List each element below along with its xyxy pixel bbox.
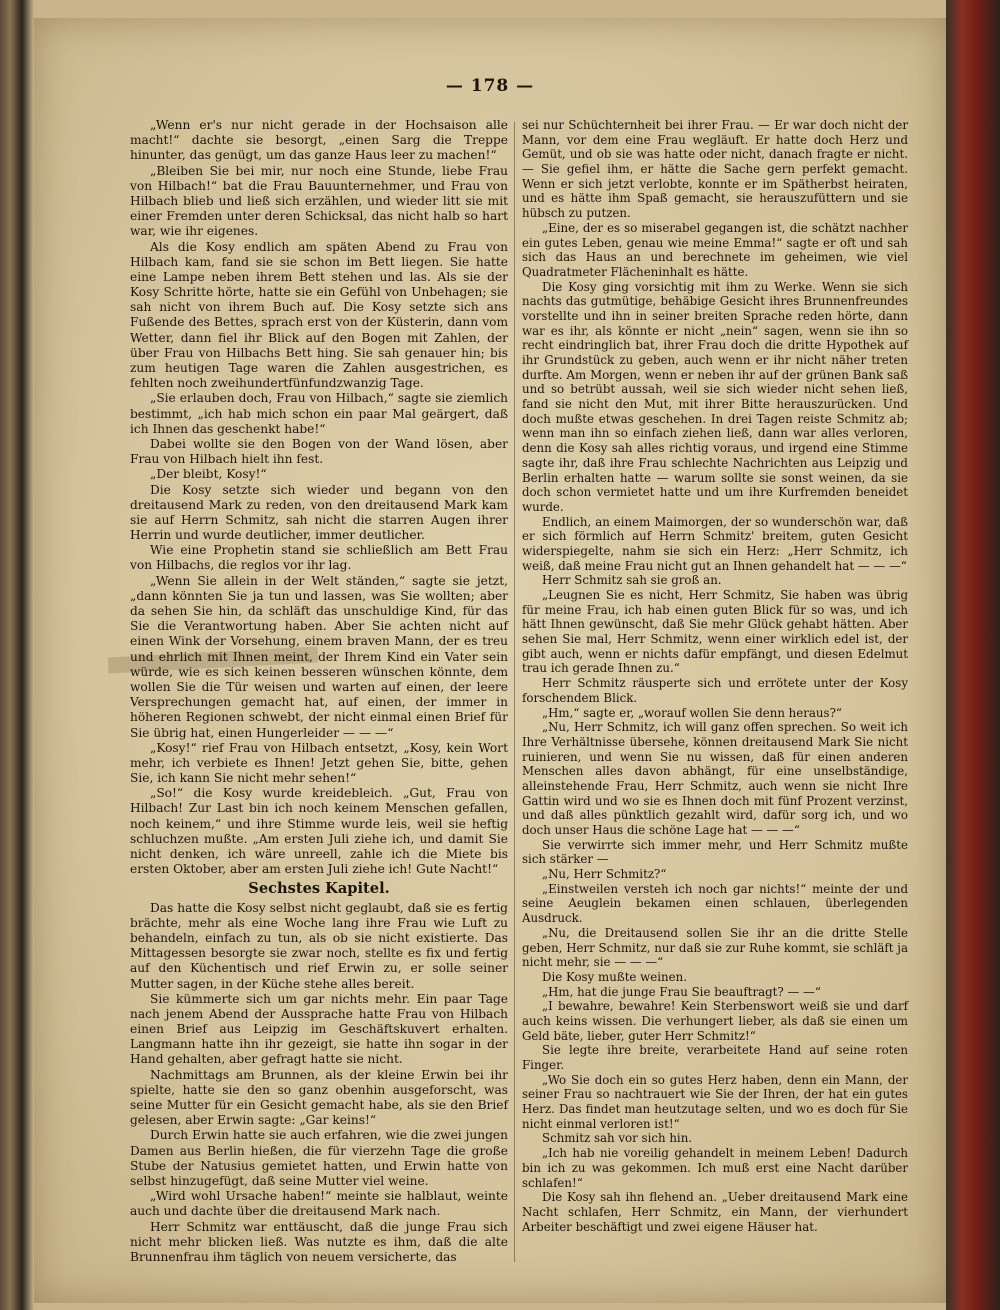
paragraph: „Bleiben Sie bei mir, nur noch eine Stunde, liebe Frau von Hilbach!“ bat die Frau Bauunternehmer, und Frau von Hilbach blieb und ließ sich erzählen, und wieder litt sie mit einer Fremden unter deren Schicksal, das nicht halb so hart war, wie ihr eigenes. (130, 163, 508, 239)
paragraph: Nachmittags am Brunnen, als der kleine Erwin bei ihr spielte, hatte sie den so ganz obenhin ausgeforscht, was seine Mutter für ein Gesicht gemacht habe, als sie den Brief gelesen, aber Erwin sagte: „Gar keins!“ (130, 1067, 508, 1128)
book-cover-edge (946, 0, 1000, 1310)
paragraph: Herr Schmitz war enttäuscht, daß die junge Frau sich nicht mehr blicken ließ. Was nutzte es ihm, daß die alte Brunnenfrau ihm täglich von neuem versicherte, das (130, 1219, 508, 1264)
paragraph: sei nur Schüchternheit bei ihrer Frau. — Er war doch nicht der Mann, vor dem eine Frau wegläuft. Er hatte doch Herz und Gemüt, und ob sie was hatte oder nicht, danach fragte er nicht. — Sie gefiel ihm, er hätte die Sache gern perfekt gemacht. Wenn er sich jetzt verlobte, konnte er im Spätherbst heiraten, und es hätte ihm Spaß gemacht, sie herauszufüttern und sie hübsch zu putzen. (522, 118, 908, 221)
paragraph: Sie legte ihre breite, verarbeitete Hand auf seine roten Finger. (522, 1043, 908, 1072)
paragraph: „Wenn Sie allein in der Welt ständen,“ sagte sie jetzt, „dann könnten Sie ja tun und lassen, was Sie wollten; aber da sehen Sie hin, da schläft das unschuldige Kind, für das Sie die Verantwortung haben. Aber Sie achten nicht auf einen Wink der Vorsehung, einem braven Mann, der es treu und ehrlich mit Ihnen meint, der Ihrem Kind ein Vater sein würde, wie es sich keinen besseren wünschen könnte, dem wollen Sie die Tür weisen und warten auf einen, der leere Versprechungen gemacht hat, auf einen, der immer in höheren Regionen schwebt, der nicht einmal einen Brief für Sie übrig hat, einen Hungerleider — — —“ (130, 573, 508, 740)
paragraph: „Leugnen Sie es nicht, Herr Schmitz, Sie haben was übrig für meine Frau, ich hab einen guten Blick für so was, und ich hätt Ihnen gewünscht, daß Sie mehr Glück gehabt hätten. Aber sehen Sie mal, Herr Schmitz, wenn einer wirklich edel ist, der gibt auch, wenn er nichts dafür empfängt, und diesen Edelmut trau ich gerade Ihnen zu.“ (522, 588, 908, 676)
paragraph: „I bewahre, bewahre! Kein Sterbenswort weiß sie und darf auch keins wissen. Die verhungert lieber, als daß sie einen um Geld bäte, lieber, guter Herr Schmitz!“ (522, 999, 908, 1043)
paragraph: Die Kosy ging vorsichtig mit ihm zu Werke. Wenn sie sich nachts das gutmütige, behäbige Gesicht ihres Brunnenfreundes vorstellte und ihn in seiner breiten Sprache reden hörte, dann war es ihr, als könnte er nicht „nein“ sagen, wenn sie ihn so recht eindringlich bat, ihrer Frau doch die dritte Hypothek auf ihr Grundstück zu geben, auch wenn er ihr nicht näher treten durfte. Am Morgen, wenn er neben ihr auf der grünen Bank saß und so betrübt aussah, weil sie sich wieder nicht sehen ließ, fand sie nicht den Mut, mit ihrer Bitte herauszurücken. Und doch mußte etwas geschehen. In drei Tagen reiste Schmitz ab; wenn man ihn so einfach ziehen ließ, dann war alles verloren, denn die Kosy sah alles richtig voraus, und irgend eine Stimme sagte ihr, daß ihre Frau schlechte Nachrichten aus Leipzig und Berlin erhalten hatte — warum sollte sie sonst weinen, da sie doch schon vermietet hatte und um ihre Kurfremden beneidet wurde. (522, 279, 908, 514)
paragraph: „Wenn er's nur nicht gerade in der Hochsaison alle macht!“ dachte sie besorgt, „einen Sarg die Treppe hinunter, das genügt, um das ganze Haus leer zu machen!“ (130, 118, 508, 163)
paragraph: „Nu, die Dreitausend sollen Sie ihr an die dritte Stelle geben, Herr Schmitz, nur daß sie zur Ruhe kommt, sie schläft ja nicht mehr, sie — — —“ (522, 925, 908, 970)
paragraph: Sie verwirrte sich immer mehr, und Herr Schmitz mußte sich stärker — (522, 837, 908, 867)
paragraph: Die Kosy setzte sich wieder und begann von den dreitausend Mark zu reden, von den dreitausend Mark kam sie auf Herrn Schmitz, sah nicht die starren Augen ihrer Herrin und wurde deutlicher, immer deutlicher. (130, 482, 508, 543)
paragraph: „Sie erlauben doch, Frau von Hilbach,“ sagte sie ziemlich bestimmt, „ich hab mich schon ein paar Mal geärgert, daß ich Ihnen das geschenkt habe!“ (130, 391, 508, 436)
paragraph: „Wird wohl Ursache haben!“ meinte sie halblaut, weinte auch und dachte über die dreitausend Mark nach. (130, 1189, 508, 1219)
book-page (34, 18, 946, 1303)
paragraph: Schmitz sah vor sich hin. (542, 1131, 693, 1146)
paragraph: „Der bleibt, Kosy!“ (150, 467, 267, 482)
paragraph: „Einstweilen versteh ich noch gar nichts!“ meinte der und seine Aeuglein bekamen einen schlauen, überlegenden Ausdruck. (522, 881, 908, 926)
right-text-column (522, 118, 908, 1234)
paragraph: Die Kosy sah ihn flehend an. „Ueber dreitausend Mark eine Nacht schlafen, Herr Schmitz, ein Mann, der vierhundert Arbeiter beschäftigt und zwei eigene Häuser hat. (522, 1190, 908, 1234)
paragraph: Sie kümmerte sich um gar nichts mehr. Ein paar Tage nach jenem Abend der Aussprache hatte Frau von Hilbach einen Brief aus Leipzig im Geschäftskuvert erhalten. Langmann hatte ihn ihr gezeigt, sie hatte ihn sogar in der Hand gehalten, aber gefragt hatte sie nicht. (130, 991, 508, 1067)
paragraph: „Hm,“ sagte er, „worauf wollen Sie denn heraus?“ (542, 705, 842, 720)
paragraph: „Ich hab nie voreilig gehandelt in meinem Leben! Dadurch bin ich zu was gekommen. Ich muß erst eine Nacht darüber schlafen!“ (522, 1146, 908, 1190)
paragraph: „Eine, der es so miserabel gegangen ist, die schätzt nachher ein gutes Leben, genau wie meine Emma!“ sagte er oft und sah sich das Haus an und berechnete im geheimen, wie viel Quadratmeter Flächeninhalt es hätte. (522, 220, 908, 279)
paragraph: Herr Schmitz sah sie groß an. (542, 573, 722, 588)
paragraph: „Hm, hat die junge Frau Sie beauftragt? — —“ (542, 984, 821, 999)
paragraph: Das hatte die Kosy selbst nicht geglaubt, daß sie es fertig brächte, mehr als eine Woche lang ihre Frau wie Luft zu behandeln, einfach zu tun, als ob sie nicht existierte. Das Mittagessen besorgte sie zwar noch, stellte es fix und fertig auf den Küchentisch und rief Erwin zu, er solle seiner Mutter sagen, in der Küche stehe alles bereit. (130, 900, 508, 991)
paragraph: „Kosy!“ rief Frau von Hilbach entsetzt, „Kosy, kein Wort mehr, ich verbiete es Ihnen! Jetzt gehen Sie, bitte, gehen Sie, ich kann Sie nicht mehr sehen!“ (130, 740, 508, 786)
paragraph: Dabei wollte sie den Bogen von der Wand lösen, aber Frau von Hilbach hielt ihn fest. (130, 436, 508, 467)
paragraph: Endlich, an einem Maimorgen, der so wunderschön war, daß er sich förmlich auf Herrn Schmitz' breitem, guten Gesicht widerspiegelte, nahm sie sich ein Herz: „Herr Schmitz, ich weiß, daß meine Frau nicht gut an Ihnen gehandelt hat — — —“ (522, 514, 908, 573)
left-text-column (130, 118, 508, 1265)
chapter-heading: Sechstes Kapitel. (248, 880, 390, 898)
paragraph: „Nu, Herr Schmitz, ich will ganz offen sprechen. So weit ich Ihre Verhältnisse übersehe, können dreitausend Mark Sie nicht ruinieren, und wenn Sie nu wissen, daß für einen anderen Menschen alles davon abhängt, für eine unselbständige, alleinstehende Frau, Herr Schmitz, auch wenn sie nicht Ihre Gattin wird und wo sie es Ihnen doch mit fünf Prozent verzinst, und daß alles pünktlich gezahlt wird, dafür sorg ich, und wo doch unser Haus die schöne Lage hat — — —“ (522, 720, 908, 837)
paragraph: „Nu, Herr Schmitz?“ (542, 867, 667, 882)
paragraph: Durch Erwin hatte sie auch erfahren, wie die zwei jungen Damen aus Berlin hießen, die für vierzehn Tage die große Stube der Natusius gemietet hatten, und Erwin hatte von selbst hinzugefügt, daß seine Mutter viel weine. (130, 1128, 508, 1188)
page-number: — 178 — (445, 76, 535, 96)
paragraph: Herr Schmitz räusperte sich und errötete unter der Kosy forschendem Blick. (522, 676, 908, 705)
paragraph: Als die Kosy endlich am späten Abend zu Frau von Hilbach kam, fand sie sie schon im Bett liegen. Sie hatte eine Lampe neben ihrem Bett stehen und las. Als sie der Kosy Schritte hörte, hatte sie ein Gefühl von Unbehagen; sie sah nicht von ihrem Buch auf. Die Kosy setzte sich ans Fußende des Bettes, sprach erst von der Küsterin, dann vom Wetter, dann fiel ihr Blick auf den Bogen mit Zahlen, der über Frau von Hilbachs Bett hing. Sie sah genauer hin; bis zum heutigen Tage waren die Zahlen ausgestrichen, es fehlten noch zweihundertfünfundzwanzig Tage. (130, 239, 508, 391)
paragraph: Die Kosy mußte weinen. (542, 969, 687, 984)
paragraph: „Wo Sie doch ein so gutes Herz haben, denn ein Mann, der seiner Frau so nachtrauert wie Sie der Ihren, der hat ein gutes Herz. Das findet man heutzutage selten, und wo es doch für Sie nicht einmal verloren ist!“ (522, 1072, 908, 1131)
column-divider (514, 122, 515, 1262)
paragraph: Wie eine Prophetin stand sie schließlich am Bett Frau von Hilbachs, die reglos vor ihr lag. (130, 543, 508, 573)
paragraph: „So!“ die Kosy wurde kreidebleich. „Gut, Frau von Hilbach! Zur Last bin ich noch keinem Menschen gefallen, noch keinem,“ und ihre Stimme wurde leis, weil sie heftig schluchzen mußte. „Am ersten Juli ziehe ich, und damit Sie nicht denken, ich wäre unreell, zahle ich die Miete bis ersten Oktober, aber am ersten Juli ziehe ich! Gute Nacht!“ (130, 786, 508, 877)
